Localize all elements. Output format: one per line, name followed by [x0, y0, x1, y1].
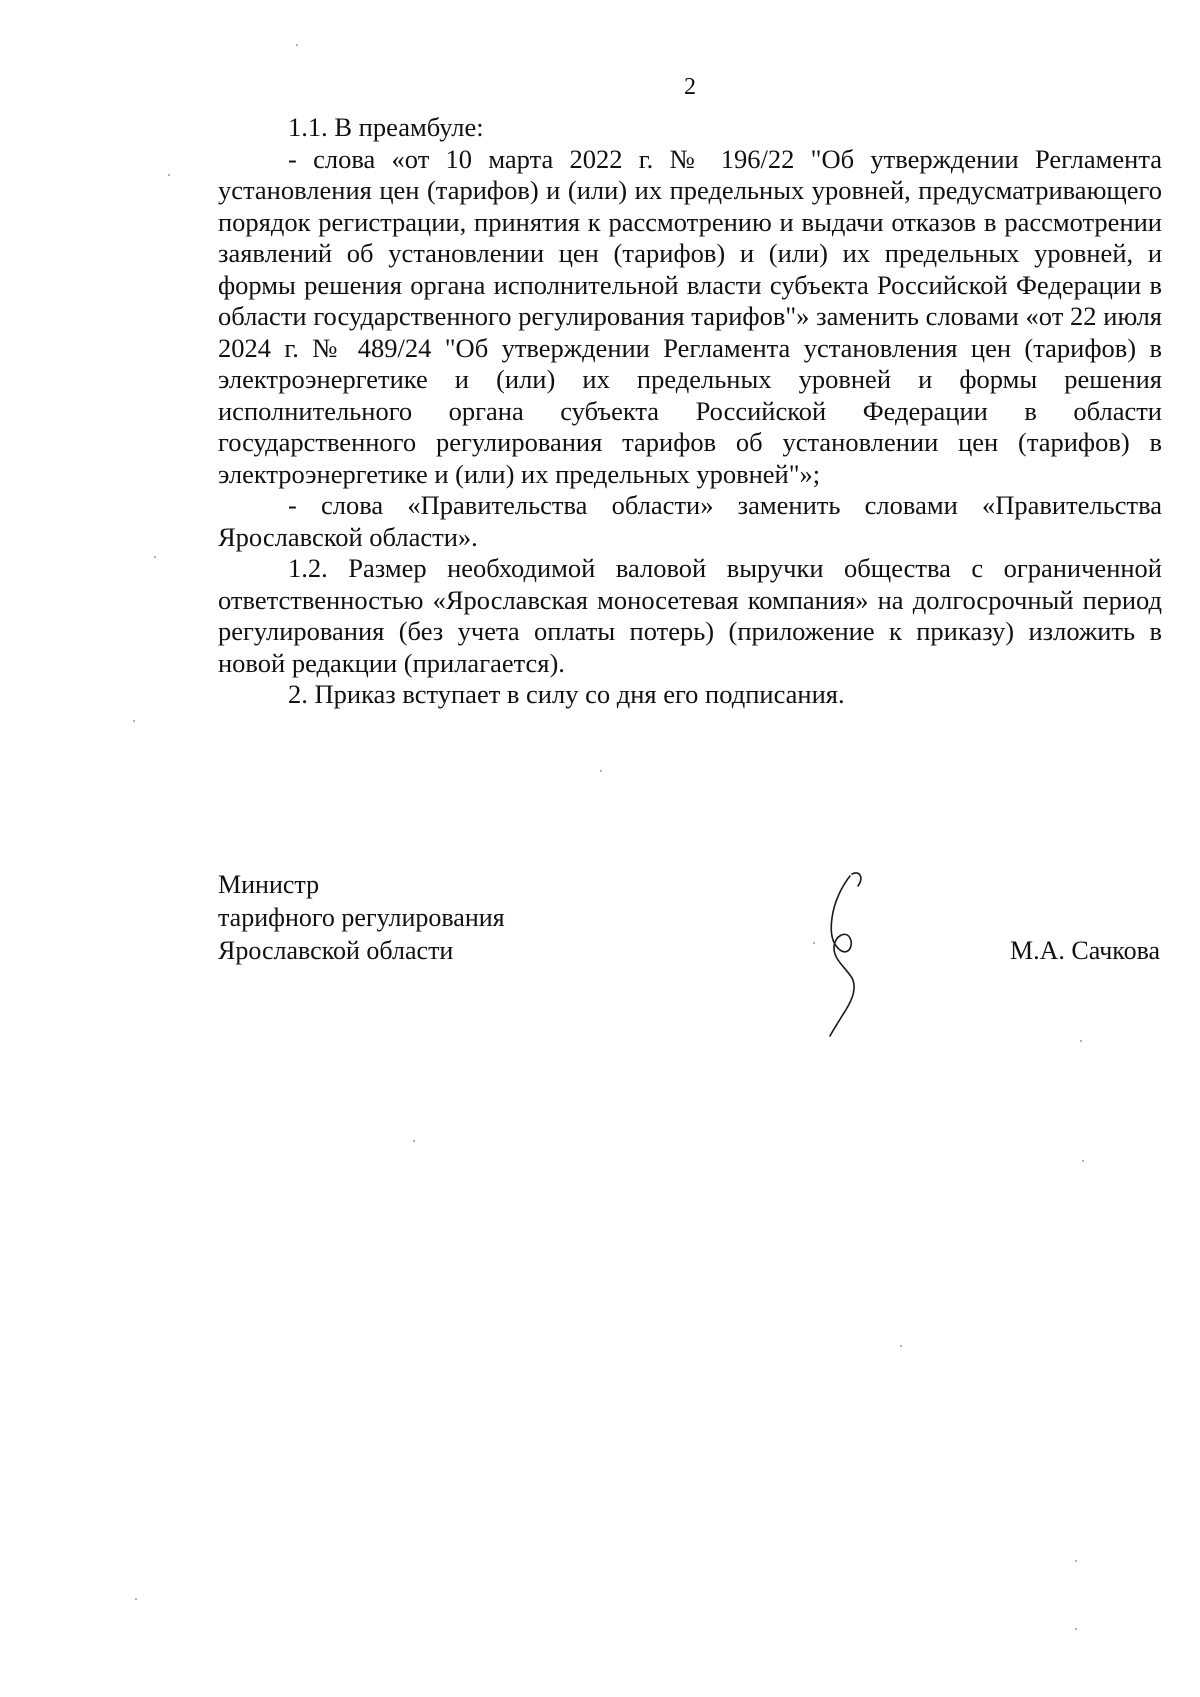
- scan-speck: [154, 556, 156, 558]
- scan-speck: [413, 1140, 415, 1142]
- paragraph-effective-date: 2. Приказ вступает в силу со дня его подписания.: [288, 679, 845, 709]
- scan-speck: [133, 720, 135, 722]
- scan-speck: [1075, 1628, 1077, 1630]
- signatory-title-line: Ярославской области: [218, 936, 454, 965]
- scan-speck: [600, 770, 602, 772]
- scan-speck: [813, 942, 815, 944]
- paragraph-preamble-words-replacement: - слова «от 10 марта 2022 г. № 196/22 "Об утверждении Регламента установления цен (тарифов) и (или) их предельных уровней, предусматривающего порядок регистрации, принятия к рассмотрению и выдачи отказов в рассмотрении заявлений об установлении цен (тарифов) и (или) их предельных уровней, и формы решения органа исполнительной власти субъекта Российской Федерации в области государственного регулирования тарифов"» заменить словами «от 22 июля 2024 г. № 489/24 "Об утверждении Регламента установления цен (тарифов) в электроэнергетике и (или) их предельных уровней и формы решения исполнительного органа субъекта Российской Федерации в области государственного регулирования тарифов об установлении цен (тарифов) в электроэнергетике и (или) их предельных уровней"»;: [218, 143, 1162, 489]
- document-body: [218, 112, 1162, 711]
- scan-speck: [296, 44, 298, 46]
- scan-speck: [1080, 1040, 1082, 1042]
- scan-speck: [1075, 1560, 1077, 1562]
- paragraph-revenue-size: 1.2. Размер необходимой валовой выручки общества с ограниченной ответственностью «Ярославская моносетевая компания» на долгосрочный период регулирования (без учета оплаты потерь) (приложение к приказу) изложить в новой редакции (прилагается).: [218, 553, 1162, 678]
- signatory-name: М.А. Сачкова: [1010, 936, 1161, 965]
- paragraph-preamble-heading: 1.1. В преамбуле:: [288, 112, 484, 142]
- scan-speck: [168, 174, 170, 176]
- scan-speck: [1082, 1160, 1084, 1162]
- handwritten-signature: [820, 868, 930, 1038]
- page-number: 2: [684, 74, 696, 100]
- signatory-title-line: Министр: [218, 870, 320, 899]
- signatory-title-line: тарифного регулирования: [218, 903, 505, 932]
- scan-speck: [135, 1598, 137, 1600]
- scan-speck: [900, 1345, 902, 1347]
- paragraph-government-words-replacement: - слова «Правительства области» заменить словами «Правительства Ярославской области».: [218, 490, 1162, 552]
- signatory-title: [218, 868, 505, 967]
